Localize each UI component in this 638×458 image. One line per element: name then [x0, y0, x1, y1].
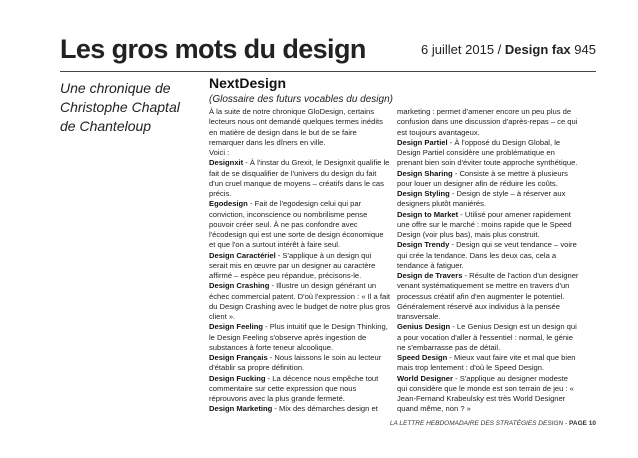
glossary-term: Design Styling — [397, 189, 450, 198]
glossary-definition: - Plus intuitif que le Design Thinking, le Design Feeling s'observe après ingestion de substances à forte teneur alcoolique. — [209, 322, 388, 352]
glossary-definition: - Consiste à se mettre à plusieurs pour louer un designer afin de réduire les coûts. — [397, 168, 568, 188]
glossary-term: Design Fucking — [209, 373, 266, 383]
glossary-entry — [397, 374, 579, 415]
glossary-term: Design Français — [209, 353, 268, 362]
glossary-term: World Designer — [397, 373, 453, 383]
glossary-definition: - Design qui se veut tendance – voire qui crée la tendance. Dans les deux cas, cela a tendance à fatiguer. — [397, 240, 577, 270]
glossary-entry — [209, 158, 391, 199]
glossary-definition: - Le Genius Design est un design qui a pour vocation d'aller à l'essentiel : normal, le génie ne s'embarrasse pas de détail. — [397, 322, 577, 352]
dateline-separator: / — [497, 42, 502, 57]
header-rule — [60, 71, 596, 72]
glossary-entry — [209, 107, 391, 148]
glossary-term: Design Partiel — [397, 137, 448, 147]
glossary-term: Design Caractériel — [209, 250, 276, 260]
glossary-entry — [209, 199, 391, 250]
glossary-entry — [397, 210, 579, 241]
glossary-entry — [209, 374, 391, 405]
glossary-definition: - À l'instar du Grexit, le Designxit qualifie le fait de se disqualifier de l'univers du design du fait d'un cruel manque de moyens – créatifs dans le cas précis. — [209, 158, 390, 198]
glossary-term: Designxit — [209, 158, 244, 168]
glossary-entry — [209, 251, 391, 282]
article-subheading: (Glossaire des futurs vocables du design) — [209, 94, 393, 105]
glossary-definition: - Utilisé pour amener rapidement une offre sur le marché : moins rapide que le Speed Design (voir plus bas), mais plus construit. — [397, 209, 572, 239]
glossary-term: Design Trendy — [397, 240, 450, 250]
page-number: PAGE 10 — [569, 420, 596, 427]
glossary-entry — [397, 353, 579, 374]
glossary-definition: Voici : — [209, 148, 230, 157]
glossary-definition: - Illustre un design générant un échec commercial patent. D'où l'expression : « Il a fait du Design Crashing avec le budget de notre plus gros client ». — [209, 281, 391, 321]
glossary-term: Design Marketing — [209, 404, 273, 414]
article-column-2 — [397, 107, 579, 415]
glossary-entry — [397, 107, 579, 138]
byline-line: de Chanteloup — [60, 118, 152, 134]
glossary-definition: - À l'opposé du Design Global, le Design Partiel considère une problématique en prenant bien soin d'éviter toute approche synthétique. — [397, 137, 578, 168]
glossary-term: Genius Design — [397, 322, 451, 332]
glossary-definition: - Résulte de l'action d'un designer venant systématiquement se mettre en travers d'un processus créatif afin d'en augmenter le potentiel. Généralement réservé aux individus à la pensée transversale. — [397, 271, 579, 321]
glossary-entry — [209, 281, 391, 322]
glossary-entry — [397, 271, 579, 322]
page-footer — [390, 420, 596, 427]
article-heading: NextDesign — [209, 75, 287, 91]
glossary-entry — [397, 240, 579, 271]
glossary-entry — [209, 353, 391, 374]
issue-date: 6 juillet 2015 — [421, 42, 495, 57]
glossary-term: Design de Travers — [397, 271, 463, 280]
glossary-definition: - Nous laissons le soin au lecteur d'établir sa propre définition. — [209, 353, 382, 373]
glossary-definition: - Mix des démarches design et — [272, 404, 378, 414]
glossary-term: Speed Design — [397, 353, 448, 362]
glossary-term: Design Crashing — [209, 281, 270, 291]
glossary-entry — [209, 148, 391, 158]
glossary-entry — [397, 138, 579, 169]
glossary-term: Design Feeling — [209, 322, 264, 332]
glossary-definition: - Fait de l'egodesign celui qui par conviction, inconscience ou nombrilisme pense pouvoir créer seul. À ne pas confondre avec l'écodesign qui est une sorte de design économique et que l'on a surtout intérêt à faire seul. — [209, 199, 384, 250]
glossary-definition: - S'applique à un design qui serait mis en œuvre par un designer au caractère affirmé – espèce peu répandue, précisons-le. — [209, 250, 376, 280]
footer-text: LA LETTRE HEBDOMADAIRE DES STRATÉGIES DESIGN - — [389, 420, 570, 427]
byline-line: Christophe Chaptal — [60, 99, 180, 115]
glossary-entry — [397, 322, 579, 353]
glossary-term: Egodesign — [209, 199, 248, 209]
byline — [60, 79, 200, 136]
glossary-definition: - La décence nous empêche tout commentaire sur cette expression que nous réprouvons avec la plus grande fermeté. — [209, 373, 379, 403]
glossary-definition: - Design de style – à réserver aux designers plutôt maniérés. — [397, 189, 566, 209]
glossary-entry — [209, 404, 391, 414]
publication-name: Design fax — [504, 42, 571, 57]
glossary-entry — [209, 322, 391, 353]
glossary-entry — [397, 189, 579, 210]
glossary-definition: À la suite de notre chronique GloDesign, certains lecteurs nous ont demandé quelques termes inédits en matière de design dans le but de se faire remarquer dans les dîners en ville. — [209, 107, 383, 147]
glossary-definition: - S'applique au designer modeste qui considère que le monde est son terrain de jeu : « Jean-Fernand Krabeulsky est très World Designer quand même, non ? » — [397, 373, 574, 414]
issue-number: 945 — [574, 42, 596, 57]
glossary-entry — [397, 169, 579, 190]
page-title: Les gros mots du design — [60, 34, 366, 64]
glossary-definition: - Mieux vaut faire vite et mal que bien mais trop lentement : d'où le Speed Design. — [397, 353, 576, 373]
glossary-term: Design to Market — [397, 209, 459, 219]
article-column-1 — [209, 107, 391, 415]
glossary-definition: marketing : permet d'amener encore un peu plus de confusion dans une discussion d'après-repas – ce qui est toujours avantageux. — [397, 107, 578, 137]
byline-line: Une chronique de — [60, 80, 171, 96]
glossary-term: Design Sharing — [397, 168, 453, 178]
dateline — [421, 42, 596, 57]
